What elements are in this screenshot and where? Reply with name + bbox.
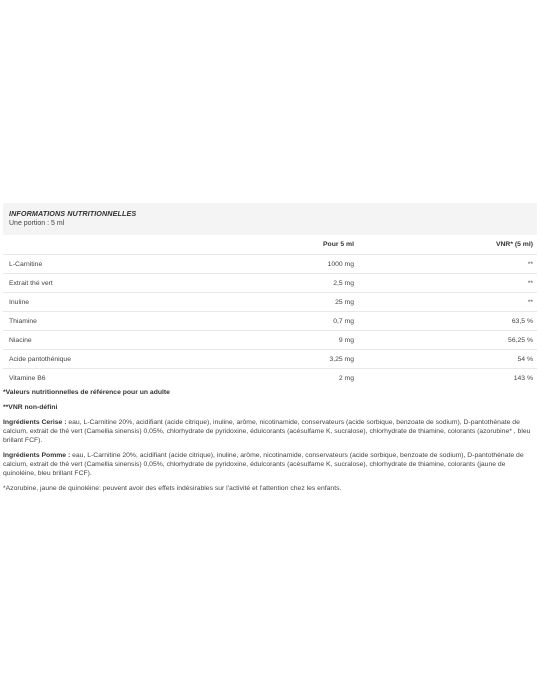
ingredients-cerise [3,418,537,445]
colorant-warning: *Azorubine, jaune de quinoléine: peuvent avoir des effets indésirables sur l'activité et l'attention chez les enfants. [3,485,342,492]
portion-size: Une portion : 5 ml [9,220,65,227]
nutrition-panel-header [3,203,537,235]
nutrient-amount: 25 mg [253,293,358,312]
nutrient-vnr: ** [358,274,537,293]
vnr-undefined-note [3,403,537,412]
nutrient-name: Niacine [3,331,253,350]
ingredients-cerise-label: Ingrédients Cerise : [3,419,67,426]
nutrient-name: Vitamine B6 [9,374,46,382]
nutrient-vnr: 54 % [358,350,537,369]
nutrition-table [3,235,537,387]
table-row [3,255,537,274]
nutrient-vnr: ** [358,255,537,274]
nutrient-name: L-Carnitine [3,255,253,274]
nutrient-vnr: 63,5 % [358,312,537,331]
nutrient-amount: 2,5 mg [253,274,358,293]
nutrient-amount: 9 mg [253,331,358,350]
table-row [3,350,537,369]
column-header-vnr: VNR* (5 ml) [358,235,537,255]
column-header-amount: Pour 5 ml [253,235,358,255]
ingredients-pomme [3,451,537,478]
ingredients-cerise-text: eau, L-Carnitine 20%, acidifiant (acide citrique), inuline, arôme, nicotinamide, conservateurs (acide sorbique, benzoate de sodium), D-pantothénate de calcium, extrait de thé vert (Camellia sinensis) 0,05%, chlorhydrate de pyridoxine, édulcorants (acésulfame K, sucralose), chlorhydrate de thiamine, colorants (azorubine* , bleu brillant FCF). [3,419,531,444]
table-header-row [3,235,537,255]
nutrient-name: Inuline [3,293,253,312]
nutrient-amount: 0,7 mg [253,312,358,331]
table-row [3,293,537,312]
nutrient-vnr: ** [358,293,537,312]
vnr-reference-note-text: *Valeurs nutritionnelles de référence pour un adulte [3,389,170,396]
nutrient-amount: 3,25 mg [253,350,358,369]
nutrient-name: Acide pantothénique [3,350,253,369]
ingredients-pomme-label: Ingrédients Pomme : [3,452,71,459]
nutrient-amount: 1000 mg [253,255,358,274]
nutrient-amount: 2 mg [338,374,354,382]
notes-section [3,388,537,499]
nutrition-panel [3,203,537,387]
vnr-undefined-note-text: **VNR non-défini [3,404,58,411]
nutrient-vnr: 56,25 % [358,331,537,350]
table-row [3,331,537,350]
nutrient-vnr: 143 % [513,374,533,382]
nutrient-name: Extrait thé vert [3,274,253,293]
table-row [3,369,537,388]
ingredients-pomme-text: eau, L-Carnitine 20%, acidifiant (acide citrique), inuline, arôme, nicotinamide, conservateurs (acide sorbique, benzoate de sodium), D-pantothénate de calcium, extrait de thé vert (Camellia sinensis) 0,05%, chlorhydrate de pyridoxine, édulcorants (acésulfame K, sucralose), chlorhydrate de thiamine, colorants (jaune de quinoléine, bleu brillant FCF). [3,452,524,477]
table-row [3,274,537,293]
vnr-reference-note [3,388,537,397]
column-header-name [3,235,253,255]
nutrient-name: Thiamine [3,312,253,331]
table-row [3,312,537,331]
nutrition-title: INFORMATIONS NUTRITIONNELLES [9,209,137,218]
